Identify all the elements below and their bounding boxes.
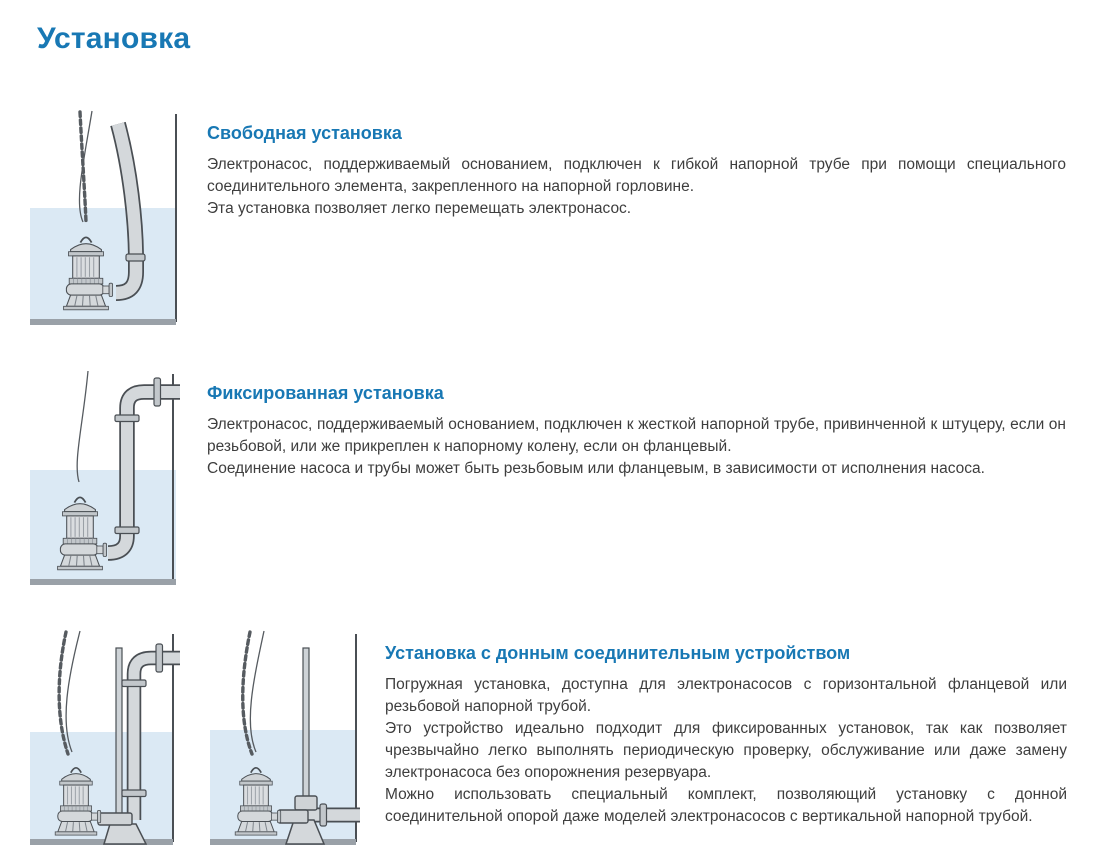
section-paragraph: Электронасос, поддерживаемый основанием, подключен к жесткой напорной трубе, привинченной к штуцеру, если он резьбовой, или же прикреплен к напорному колену, если он фланцевый.	[207, 416, 1066, 455]
section-fixed-installation	[207, 383, 1066, 480]
bottom-coupling-horizontal-figure	[210, 630, 360, 848]
section-heading-bottom-coupling: Установка с донным соединительным устройством	[385, 643, 851, 663]
section-free-installation	[207, 123, 1066, 220]
free-installation-figure	[30, 110, 180, 328]
section-paragraph: Электронасос, поддерживаемый основанием, подключен к гибкой напорной трубе при помощи специального соединительного элемента, закрепленного на напорной горловине.	[207, 156, 1066, 195]
page-title: Установка	[37, 22, 191, 55]
section-paragraph: Эта установка позволяет легко перемещать электронасос.	[207, 200, 632, 217]
bottom-coupling-vertical-pipe-diagram-icon	[30, 630, 180, 848]
section-paragraph: Можно использовать специальный комплект, позволяющий установку с донной соединительной опорой даже моделей электронасосов с вертикальной напорной трубой.	[385, 786, 1067, 825]
section-paragraph: Погружная установка, доступна для электронасосов с горизонтальной фланцевой или резьбовой напорной трубой.	[385, 676, 1067, 715]
bottom-coupling-horizontal-pipe-diagram-icon	[210, 630, 360, 848]
free-installation-pump-diagram-icon	[30, 110, 180, 328]
section-bottom-coupling	[385, 643, 1067, 828]
bottom-coupling-vertical-figure	[30, 630, 180, 848]
section-paragraph: Это устройство идеально подходит для фиксированных установок, так как позволяет чрезвычайно легко выполнять периодическую проверку, обслуживание или даже замену электронасоса без опорожнения резервуара.	[385, 720, 1067, 781]
fixed-installation-figure	[30, 370, 180, 588]
fixed-installation-pump-diagram-icon	[30, 370, 180, 588]
section-paragraph: Соединение насоса и трубы может быть резьбовым или фланцевым, в зависимости от исполнения насоса.	[207, 460, 985, 477]
section-heading-fixed: Фиксированная установка	[207, 383, 444, 403]
section-heading-free: Свободная установка	[207, 123, 402, 143]
